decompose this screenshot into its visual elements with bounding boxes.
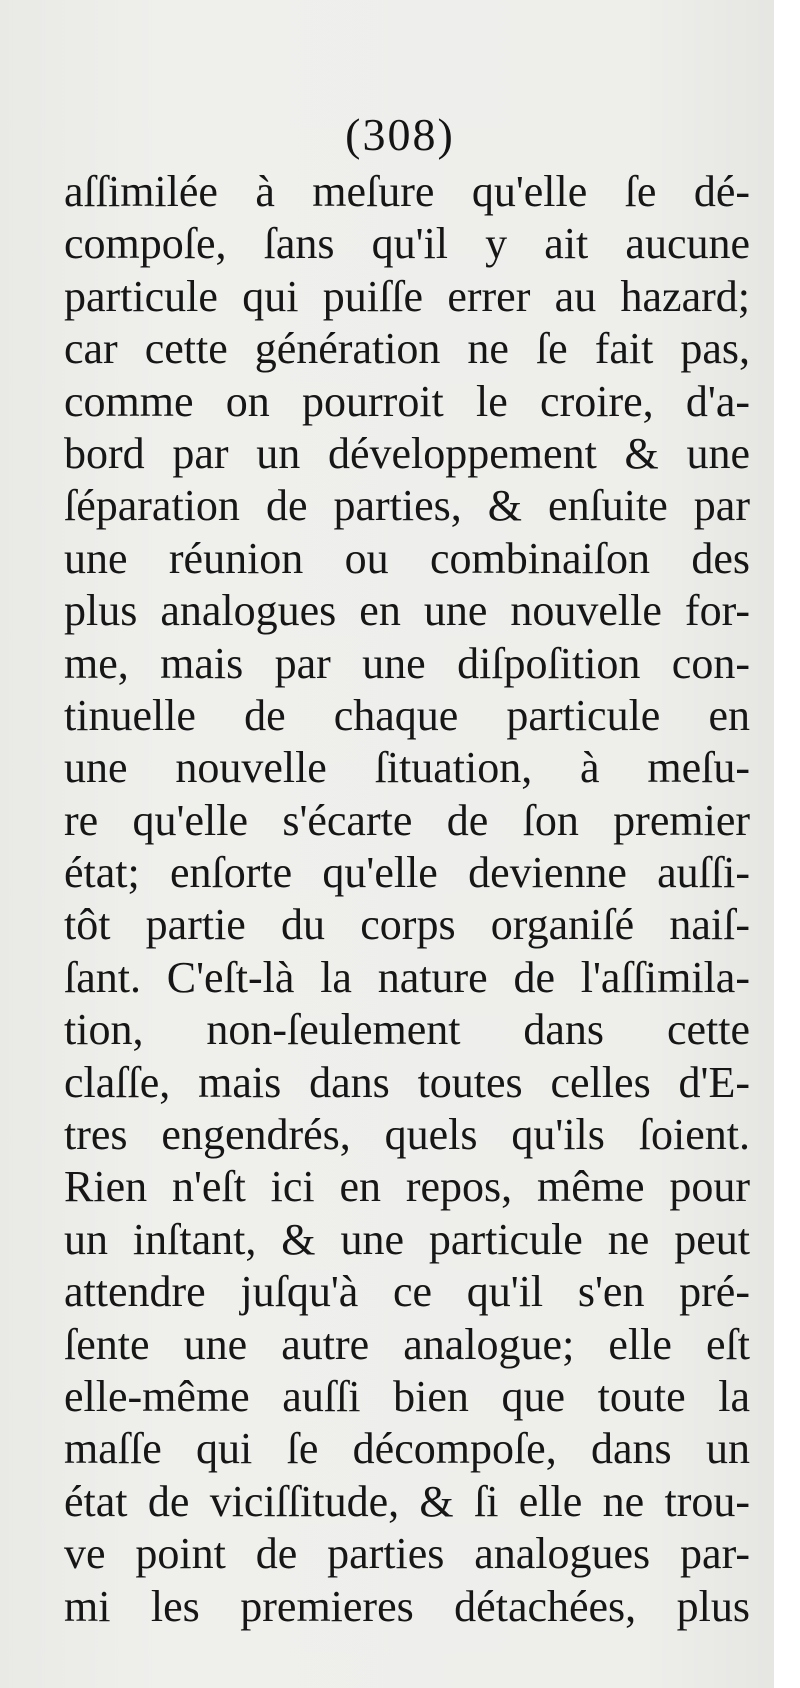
text-line: Rien n'eſt ici en repos, même pour: [64, 1162, 750, 1212]
text-line: mi les premieres détachées, plus: [64, 1581, 750, 1631]
text-line: aſſimilée à meſure qu'elle ſe dé-: [64, 167, 750, 216]
text-line: état; enſorte qu'elle devienne auſſi-: [64, 848, 750, 898]
text-line: tôt partie du corps organiſé naiſ-: [64, 900, 750, 950]
text-line: un inſtant, & une particule ne peut: [64, 1214, 750, 1264]
text-line: une nouvelle ſituation, à meſu-: [64, 743, 750, 793]
text-line: ſéparation de parties, & enſuite par: [64, 481, 750, 531]
text-line: plus analogues en une nouvelle for-: [64, 586, 750, 636]
text-line: ſente une autre analogue; elle eſt: [64, 1319, 750, 1369]
text-line: elle-même auſſi bien que toute la: [64, 1371, 750, 1421]
text-line: bord par un développement & une: [64, 428, 750, 478]
text-line: une réunion ou combinaiſon des: [64, 533, 750, 583]
page-number: (308): [345, 109, 455, 160]
text-line: claſſe, mais dans toutes celles d'E-: [64, 1057, 750, 1107]
text-line: particule qui puiſſe errer au hazard;: [64, 271, 750, 321]
text-line: ſant. C'eſt-là la nature de l'aſſimila-: [64, 952, 750, 1002]
text-line: tinuelle de chaque particule en: [64, 690, 750, 740]
text-line: me, mais par une diſpoſition con-: [64, 638, 750, 688]
text-line: compoſe, ſans qu'il y ait aucune: [64, 219, 750, 269]
text-line: attendre juſqu'à ce qu'il s'en pré-: [64, 1267, 750, 1317]
text-line: état de viciſſitude, & ſi elle ne trou-: [64, 1476, 750, 1526]
text-line: tres engendrés, quels qu'ils ſoient.: [64, 1110, 750, 1160]
text-line: ve point de parties analogues par-: [64, 1529, 750, 1579]
text-line: car cette génération ne ſe fait pas,: [64, 324, 750, 374]
text-line: tion, non-ſeulement dans cette: [64, 1005, 750, 1055]
text-line: maſſe qui ſe décompoſe, dans un: [64, 1424, 750, 1474]
page-edge: [774, 0, 800, 1688]
text-line: re qu'elle s'écarte de ſon premier: [64, 795, 750, 845]
text-line: comme on pourroit le croire, d'a-: [64, 376, 750, 426]
body-text: [64, 166, 750, 1633]
